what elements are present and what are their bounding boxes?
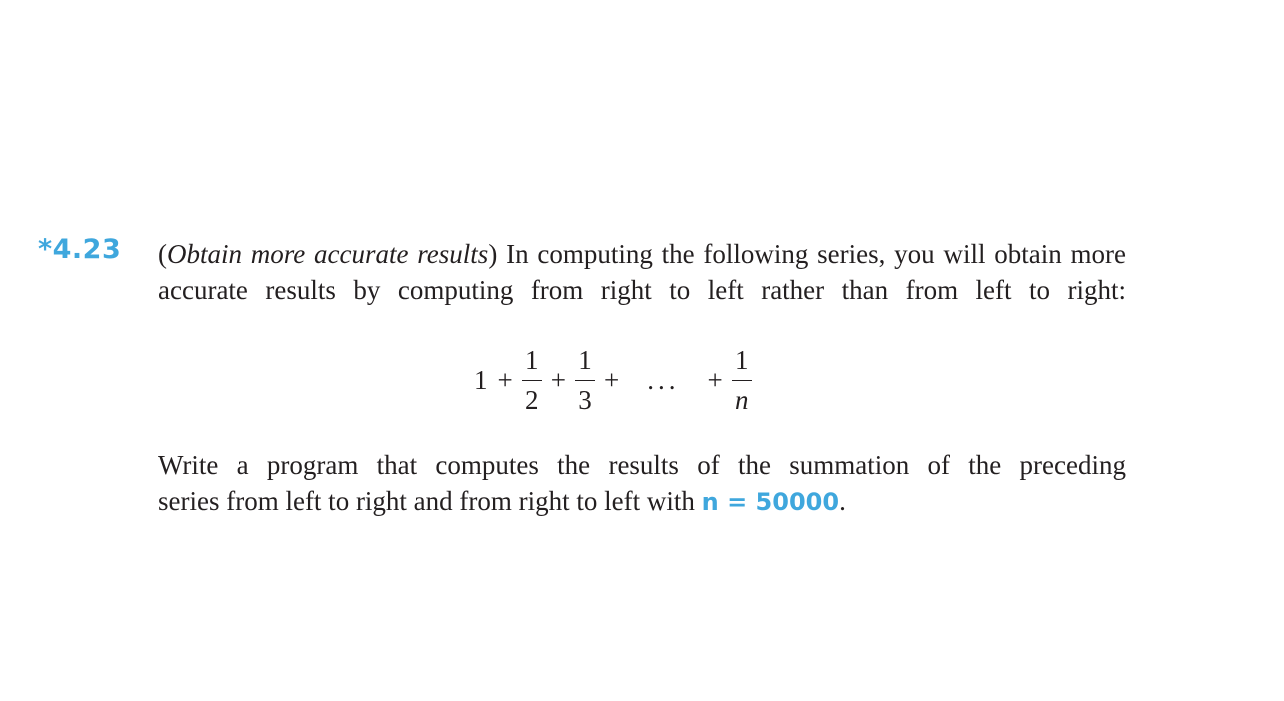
task-line-1: Write a program that computes the results of the summation of the preceding [158,450,1126,480]
fraction-denominator: 2 [524,384,539,415]
exercise-paragraph-task [158,447,1126,520]
paren-open: ( [158,239,167,269]
sentence-period: . [839,486,846,516]
formula-plus: + [603,364,620,395]
formula-plus: + [707,364,723,395]
fraction-numerator: 1 [575,347,595,381]
fraction-one-over-n [729,344,755,415]
fraction-one-third [572,344,598,415]
exercise-paragraph-intro [158,236,1126,308]
fraction-numerator: 1 [522,347,542,381]
series-formula [470,342,755,418]
task-line-2: series from left to right and from right to left with [158,486,702,516]
formula-plus: + [497,364,513,395]
fraction-numerator: 1 [732,347,752,381]
code-variable-n: n [701,488,719,516]
exercise-number: *4.23 [38,234,122,265]
formula-plus: + [550,364,566,395]
fraction-one-half [519,344,545,415]
fraction-denominator: 3 [578,384,592,415]
exercise-body [158,236,1126,308]
formula-ellipsis: ... [647,364,680,395]
exercise-title: Obtain more accurate results [167,239,489,269]
fraction-denominator: n [734,384,749,415]
code-assignment-value: = 50000 [718,488,840,516]
paren-close: ) [488,239,498,269]
formula-first-term: 1 [474,364,488,395]
intro-text: In computing the following series, you will obtain more accurate results by computing from right to left rather than from left to right: [158,239,1126,305]
